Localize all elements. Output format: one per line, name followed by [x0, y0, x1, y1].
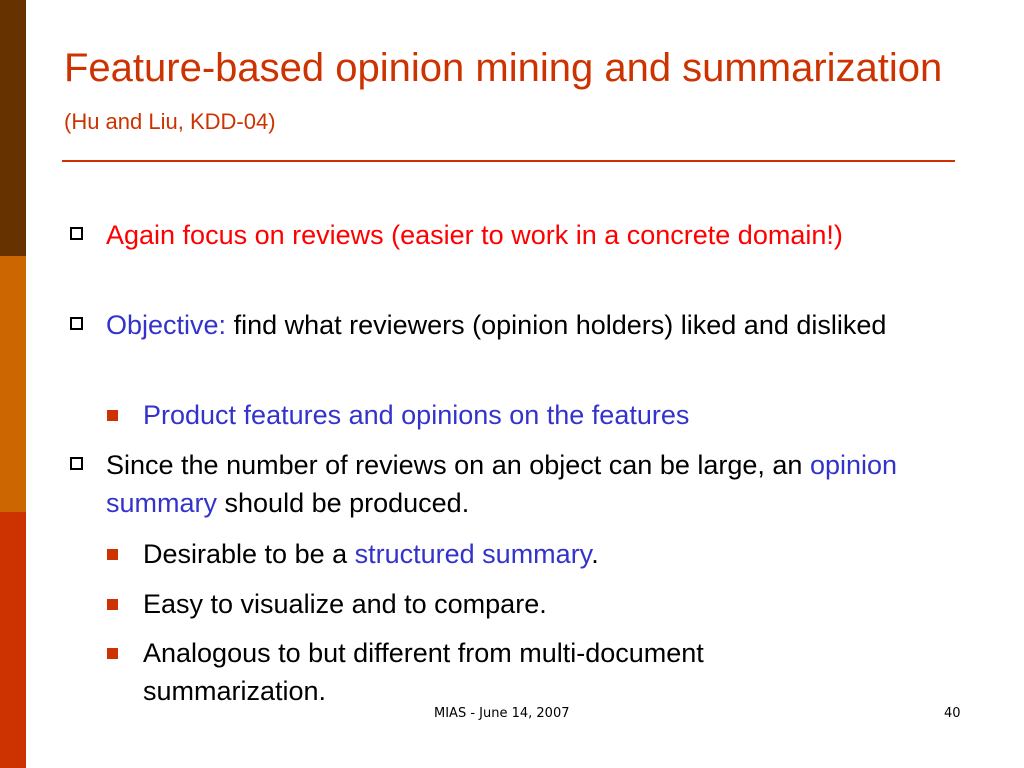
bullet-item: [106, 446, 956, 522]
bullet-highlight: structured summary: [354, 539, 592, 569]
sidebar-middle-block: [0, 256, 26, 512]
sub-bullet-item: [143, 396, 963, 434]
slide-title-main: Feature-based opinion mining and summarization: [64, 46, 943, 90]
sidebar-bottom-block: [0, 512, 26, 768]
bullet-text: Again focus on reviews (easier to work in a concrete domain!): [106, 220, 843, 250]
hollow-square-bullet-icon: [70, 457, 83, 470]
sub-bullet-item: [143, 535, 963, 573]
bullet-text-after: .: [591, 539, 599, 569]
bullet-highlight: opinion summary: [106, 450, 898, 518]
bullet-text-before: Desirable to be a: [143, 539, 355, 569]
bullet-item: [106, 306, 956, 344]
title-divider: [62, 160, 955, 162]
hollow-square-bullet-icon: [70, 227, 83, 240]
hollow-square-bullet-icon: [70, 317, 83, 330]
filled-square-bullet-icon: [107, 648, 118, 659]
slide-title: [64, 44, 964, 146]
footer-date: MIAS - June 14, 2007: [434, 706, 570, 721]
filled-square-bullet-icon: [107, 410, 118, 421]
sub-bullet-item: [143, 585, 963, 623]
bullet-item: [106, 216, 956, 254]
bullet-text: Product features and opinions on the features: [143, 400, 690, 430]
bullet-text-before: Since the number of reviews on an object can be large, an: [106, 450, 810, 480]
bullet-text-after: should be produced.: [217, 488, 470, 518]
bullet-label: Objective:: [106, 310, 227, 340]
bullet-text: Easy to visualize and to compare.: [143, 589, 547, 619]
sidebar-top-block: [0, 0, 26, 256]
filled-square-bullet-icon: [107, 599, 118, 610]
bullet-text: find what reviewers (opinion holders) liked and disliked: [226, 310, 887, 340]
slide-title-citation: (Hu and Liu, KDD-04): [64, 109, 276, 134]
bullet-text: Analogous to but different from multi-document summarization.: [143, 638, 704, 706]
sub-bullet-item: [143, 634, 883, 710]
filled-square-bullet-icon: [107, 549, 118, 560]
page-number: 40: [944, 706, 961, 721]
